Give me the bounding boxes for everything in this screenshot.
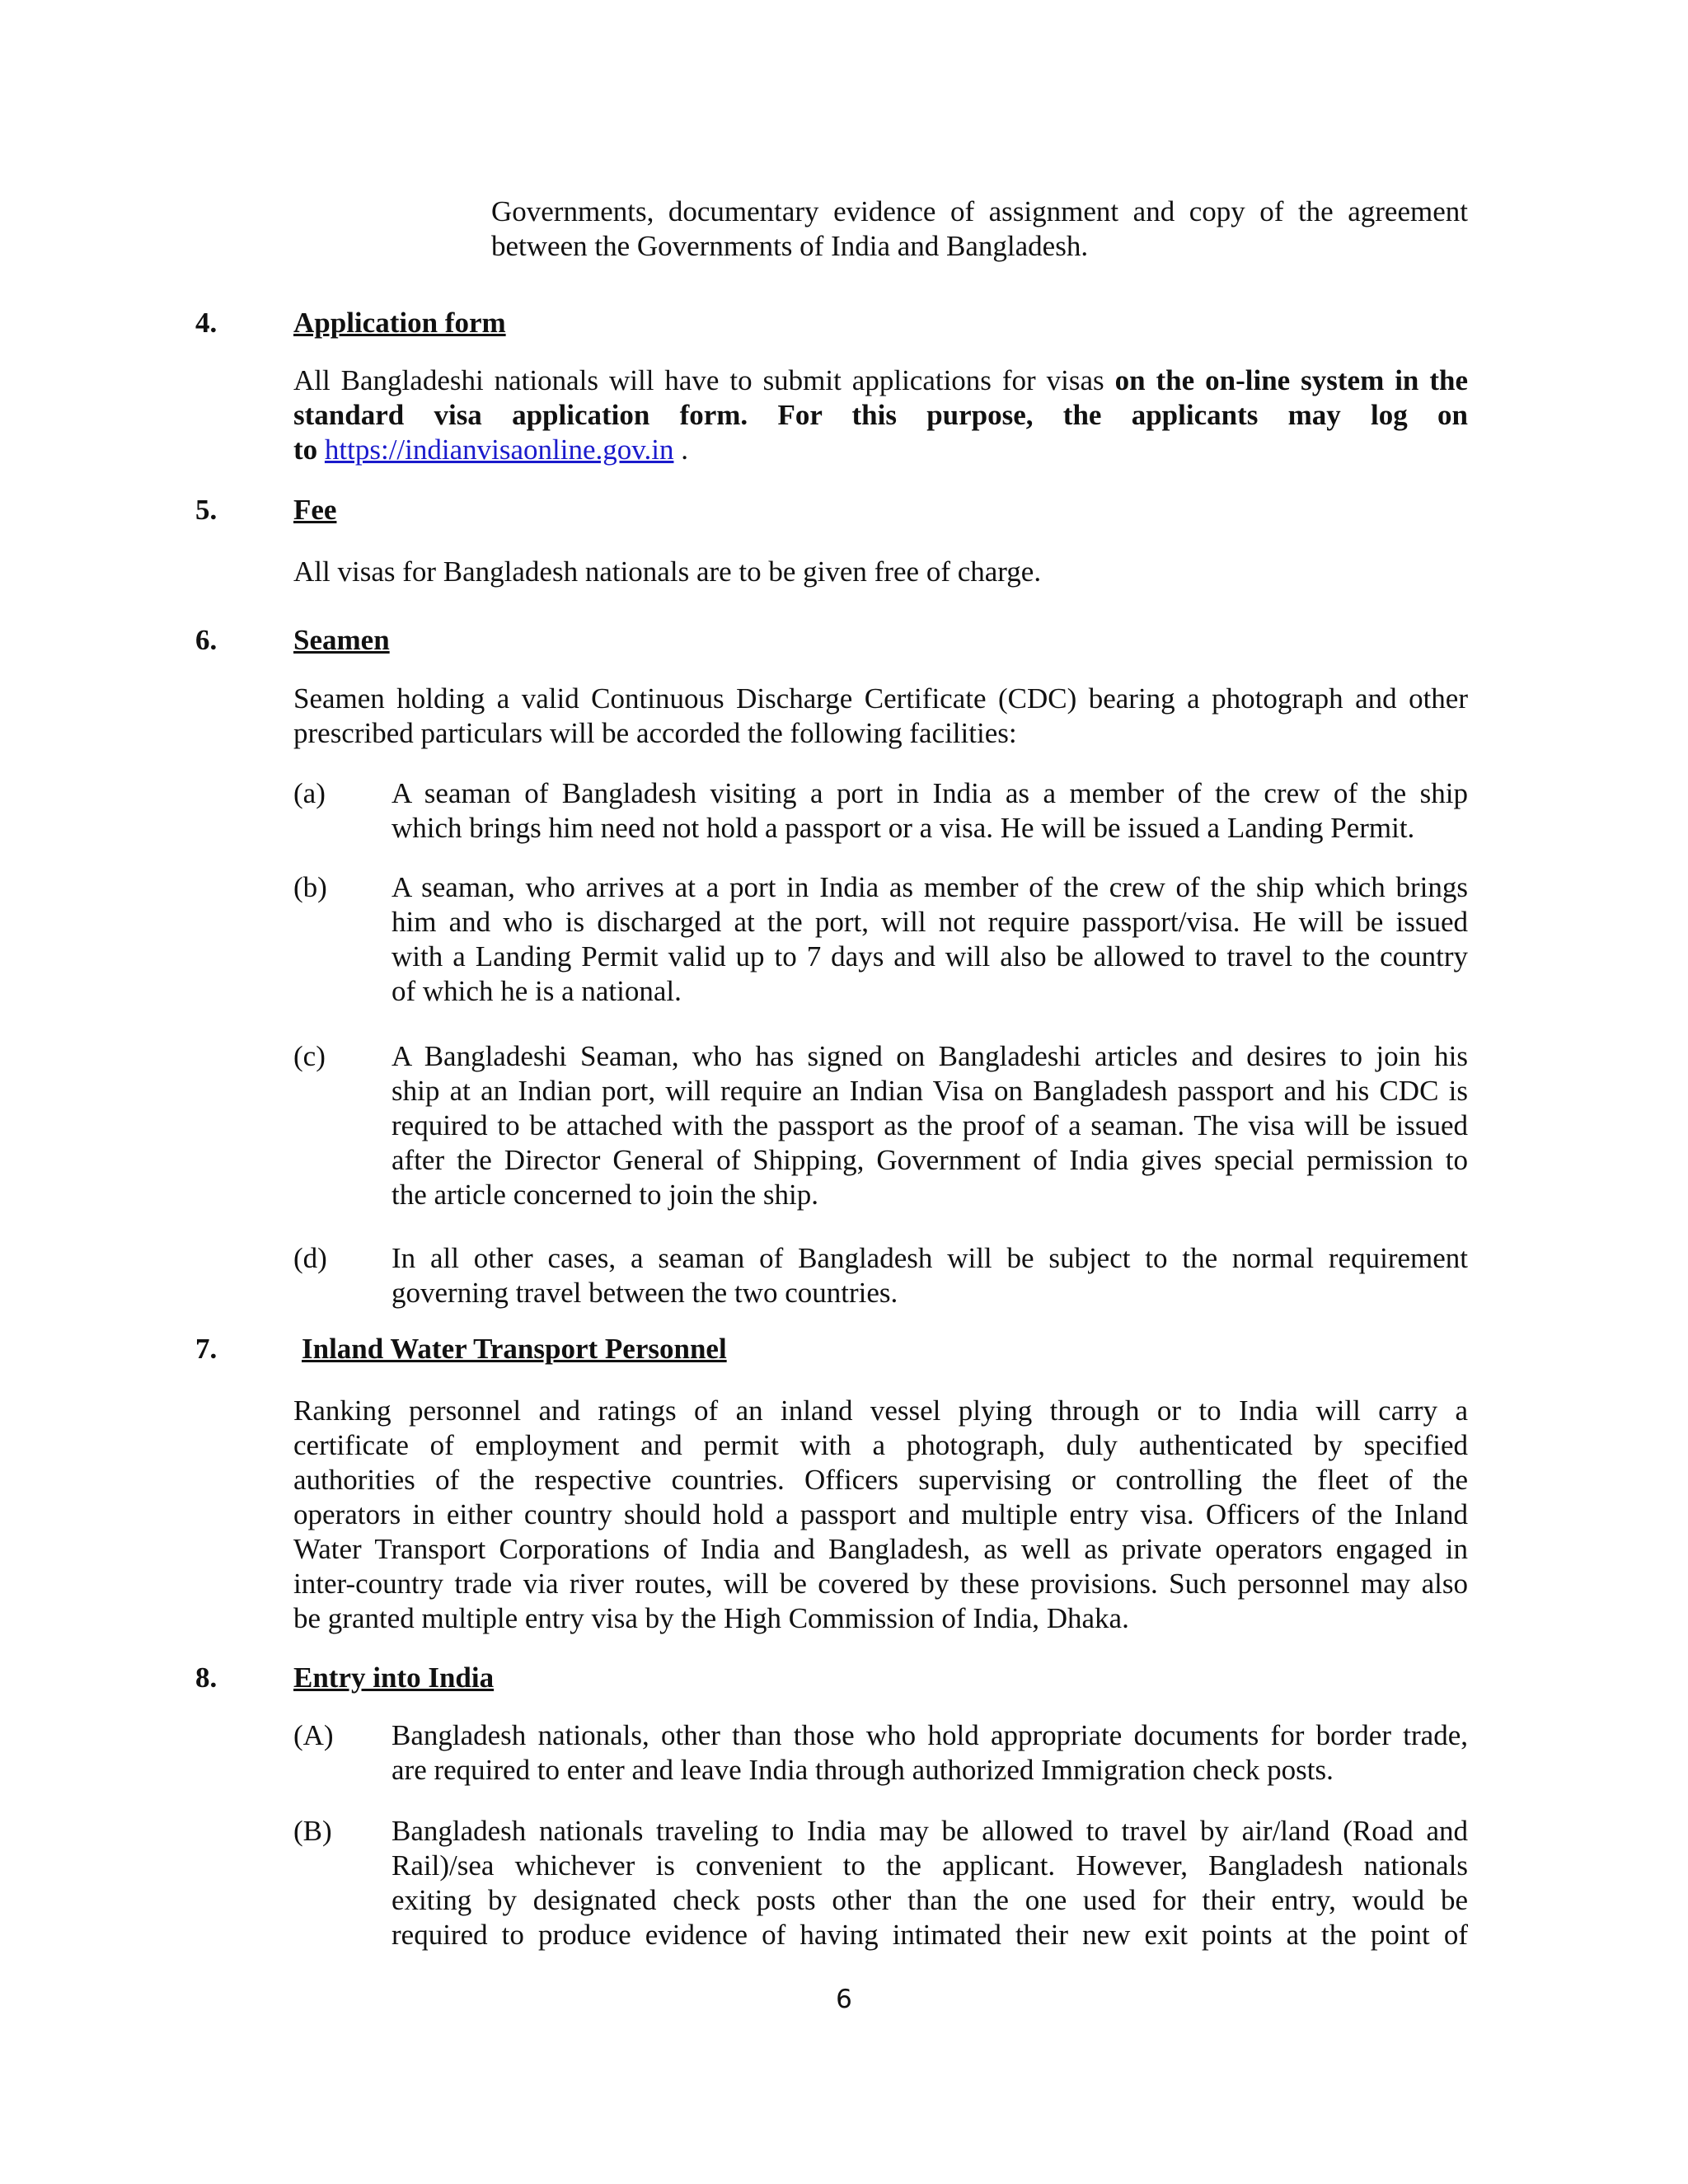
seamen-item-b-label: (b) [293,871,327,903]
section-6-intro-line: Seamen holding a valid Continuous Discharge Certificate (CDC) bearing a photograph and other [293,682,1468,715]
entry-item-a-text: Bangladesh nationals, other than those who hold appropriate documents for border trade, are required to enter and leave India through authorized Immigration check posts. [392,1719,1468,1786]
seamen-item-a-label: (a) [293,777,326,809]
section-4-heading: Application form [293,307,506,339]
entry-item-a-label: (A) [293,1719,334,1751]
section-4-line: standard visa application form. For this purpose, the applicants may log on [293,399,1468,431]
section-5-heading: Fee [293,494,337,526]
section-5-text: All visas for Bangladesh nationals are to be given free of charge. [293,555,1042,588]
intro-line: between the Governments of India and Bangladesh. [491,230,1089,262]
section-4-line: All Bangladeshi nationals will have to submit applications for visas on the on-line system in the [293,364,1468,396]
section-6-heading: Seamen [293,624,390,656]
section-8-heading: Entry into India [293,1661,495,1694]
section-7-paragraph: Ranking personnel and ratings of an inland vessel plying through or to India will carry a certificate of employment and permit with a photograph, duly authenticated by specified authorities of the respective countries. Officers supervising or controlling the fleet of the operators in either country should hold a passport and multiple entry visa. Officers of the Inland Water Transport Corporations of India and Bangladesh, as well as private operators engaged in inter-country trade via river routes, will be covered by these provisions. Such personnel may also be granted multiple entry visa by the High Commission of India, Dhaka. [293,1394,1468,1634]
seamen-item-d-label: (d) [293,1242,327,1274]
section-7-number: 7. [195,1333,218,1365]
seamen-item-a-text: A seaman of Bangladesh visiting a port in India as a member of the crew of the ship which brings him need not hold a passport or a visa. He will be issued a Landing Permit. [392,777,1468,844]
section-8-number: 8. [195,1661,218,1694]
section-4-number: 4. [195,307,218,339]
section-4-line: to https://indianvisaonline.gov.in . [293,434,688,466]
intro-line: Governments, documentary evidence of assignment and copy of the agreement [491,195,1468,227]
entry-item-b-label: (B) [293,1815,332,1847]
intro-paragraph [491,194,1468,264]
section-6-intro [293,682,1468,751]
section-4-paragraph [293,363,1468,467]
visa-website-link[interactable]: https://indianvisaonline.gov.in [324,434,674,466]
section-5-number: 5. [195,494,218,526]
seamen-item-c-label: (c) [293,1040,326,1072]
section-5-paragraph [293,555,1468,589]
seamen-item-c-text: A Bangladeshi Seaman, who has signed on Bangladeshi articles and desires to join his ship at an Indian port, will require an Indian Visa on Bangladesh passport and his CDC is required to be attached with the passport as the proof of a seaman. The visa will be issued after the Director General of Shipping, Government of India gives special permission to the article concerned to join the ship. [392,1040,1468,1211]
seamen-item-b-text: A seaman, who arrives at a port in India as member of the crew of the ship which brings him and who is discharged at the port, will not require passport/visa. He will be issued with a Landing Permit valid up to 7 days and will also be allowed to travel to the country of which he is a national. [392,871,1468,1007]
section-6-intro-line: prescribed particulars will be accorded the following facilities: [293,717,1017,749]
section-6-number: 6. [195,624,218,656]
page-number: 6 [836,1985,852,2014]
entry-item-b-text: Bangladesh nationals traveling to India may be allowed to travel by air/land (Road and Rail)/sea whichever is convenient to the applicant. However, Bangladesh nationals exiting by designated check posts other than the one used for their entry, would be required to produce evidence of having intimated their new exit points at the point of [392,1815,1468,1951]
seamen-item-d-text: In all other cases, a seaman of Bangladesh will be subject to the normal requirement governing travel between the two countries. [392,1242,1468,1309]
section-7-heading: Inland Water Transport Personnel [302,1333,727,1365]
